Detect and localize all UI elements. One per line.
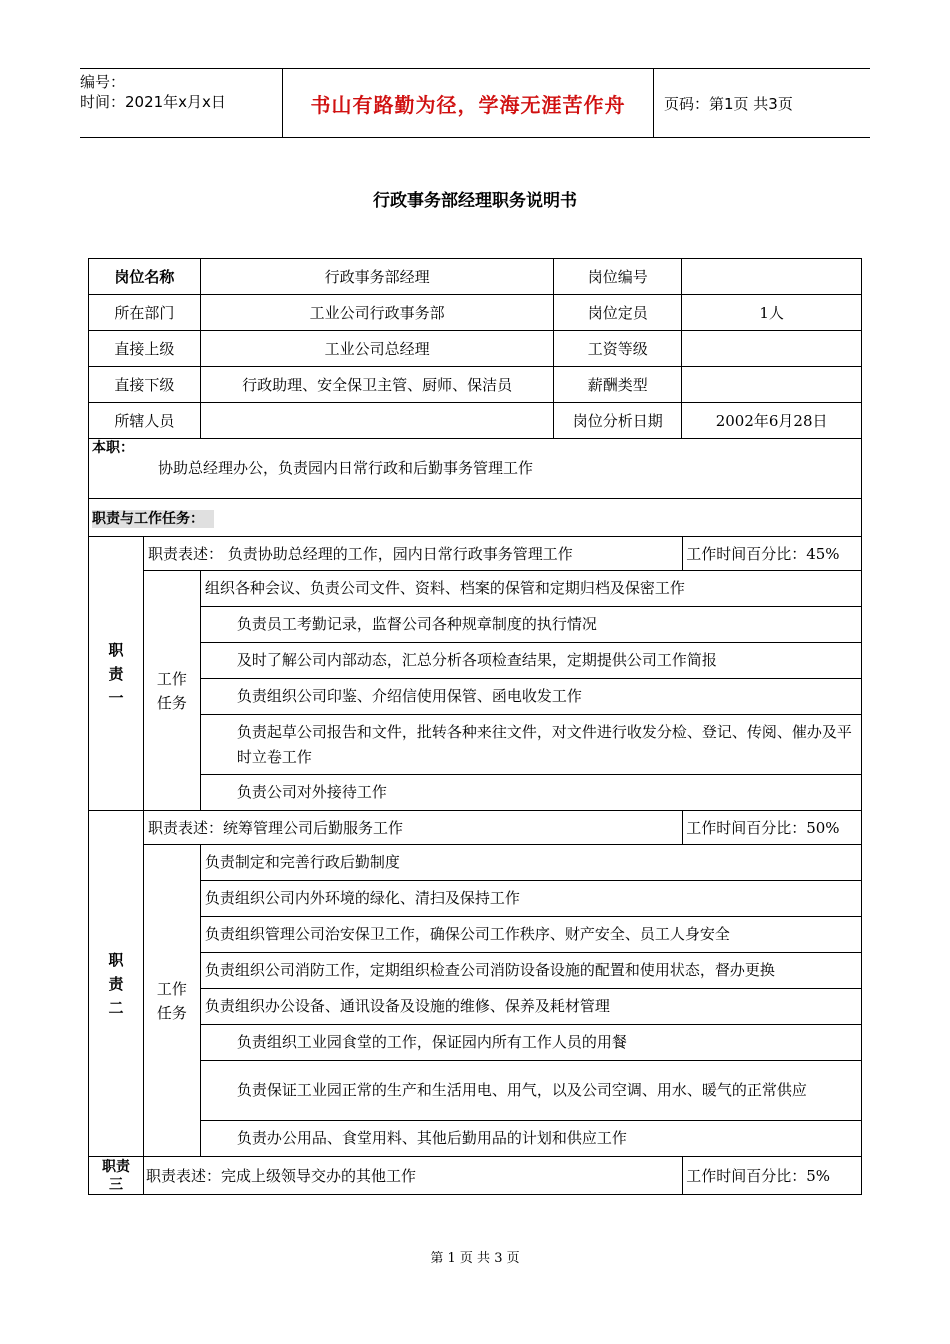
info-key: 岗位分析日期 — [554, 403, 682, 439]
task-item: 负责组织公司消防工作，定期组织检查公司消防设备设施的配置和使用状态，督办更换 — [200, 953, 861, 989]
info-value: 工业公司行政事务部 — [200, 295, 554, 331]
info-value — [682, 331, 862, 367]
task-item: 负责办公用品、食堂用料、其他后勤用品的计划和供应工作 — [200, 1121, 861, 1157]
task-row — [89, 643, 862, 679]
task-row — [89, 715, 862, 775]
task-item: 负责组织公司内外环境的绿化、清扫及保持工作 — [200, 881, 861, 917]
duty-desc: 职责表述：统筹管理公司后勤服务工作 — [143, 811, 682, 845]
task-item: 负责组织办公设备、通讯设备及设施的维修、保养及耗材管理 — [200, 989, 861, 1025]
task-item: 负责起草公司报告和文件，批转各种来往文件，对文件进行收发分检、登记、传阅、催办及平时立卷工作 — [200, 715, 861, 775]
duty-pct: 工作时间百分比：45% — [683, 537, 862, 571]
task-label: 工作 任务 — [143, 845, 200, 1157]
task-item: 负责员工考勤记录，监督公司各种规章制度的执行情况 — [200, 607, 861, 643]
task-item: 负责组织管理公司治安保卫工作，确保公司工作秩序、财产安全、员工人身安全 — [200, 917, 861, 953]
info-value: 行政事务部经理 — [200, 259, 554, 295]
task-row — [89, 1121, 862, 1157]
info-value: 2002年6月28日 — [682, 403, 862, 439]
info-key: 所在部门 — [89, 295, 201, 331]
task-item: 负责组织公司印鉴、介绍信使用保管、函电收发工作 — [200, 679, 861, 715]
info-table — [88, 258, 862, 439]
document-title: 行政事务部经理职务说明书 — [373, 191, 577, 211]
duty-label: 职 责 二 — [89, 811, 144, 1157]
info-row — [89, 367, 862, 403]
info-key: 直接上级 — [89, 331, 201, 367]
task-row — [89, 1061, 862, 1121]
info-key: 岗位编号 — [554, 259, 682, 295]
duty-desc: 职责表述：完成上级领导交办的其他工作 — [143, 1157, 682, 1195]
duty-desc: 职责表述： 负责协助总经理的工作，园内日常行政事务管理工作 — [143, 537, 682, 571]
info-row — [89, 403, 862, 439]
duties-label-cell — [89, 499, 862, 537]
task-row — [89, 775, 862, 811]
info-row — [89, 259, 862, 295]
task-row — [89, 881, 862, 917]
page-footer: 第 1 页 共 3 页 — [430, 1251, 520, 1266]
info-key: 工资等级 — [554, 331, 682, 367]
task-row — [89, 917, 862, 953]
info-key: 直接下级 — [89, 367, 201, 403]
info-row — [89, 295, 862, 331]
duty-label: 职 责 一 — [89, 537, 144, 811]
duty-desc-row — [89, 811, 862, 845]
benzhi-cell — [89, 439, 862, 499]
info-row — [89, 331, 862, 367]
task-row — [89, 953, 862, 989]
info-key: 岗位定员 — [554, 295, 682, 331]
duty-label: 职责 三 — [89, 1157, 144, 1195]
info-value: 1人 — [682, 295, 862, 331]
task-row — [89, 1025, 862, 1061]
motto: 书山有路勤为径，学海无涯苦作舟 — [282, 69, 654, 137]
info-value: 行政助理、安全保卫主管、厨师、保洁员 — [200, 367, 554, 403]
task-item: 及时了解公司内部动态，汇总分析各项检查结果，定期提供公司工作简报 — [200, 643, 861, 679]
task-item: 负责公司对外接待工作 — [200, 775, 861, 811]
info-value — [682, 259, 862, 295]
benzhi-text: 协助总经理办公，负责园内日常行政和后勤事务管理工作 — [158, 459, 534, 477]
task-item: 负责保证工业园正常的生产和生活用电、用气，以及公司空调、用水、暖气的正常供应 — [200, 1061, 861, 1121]
info-key: 岗位名称 — [89, 259, 201, 295]
task-row — [89, 679, 862, 715]
task-item: 组织各种会议、负责公司文件、资料、档案的保管和定期归档及保密工作 — [200, 571, 861, 607]
header-meta — [80, 69, 280, 140]
date-label: 时间：2021年x月x日 — [80, 93, 226, 111]
task-row — [89, 845, 862, 881]
duty-desc-row — [89, 537, 862, 571]
info-key: 所辖人员 — [89, 403, 201, 439]
info-value: 工业公司总经理 — [200, 331, 554, 367]
task-row — [89, 989, 862, 1025]
duty-pct: 工作时间百分比：5% — [683, 1157, 862, 1195]
info-key: 薪酬类型 — [554, 367, 682, 403]
task-row — [89, 571, 862, 607]
page-header — [80, 68, 870, 138]
info-value — [682, 367, 862, 403]
number-label: 编号： — [80, 73, 126, 91]
benzhi-label: 本职： — [92, 440, 134, 456]
task-row — [89, 607, 862, 643]
info-value — [200, 403, 554, 439]
task-label: 工作 任务 — [143, 571, 200, 811]
duty-pct: 工作时间百分比：50% — [683, 811, 862, 845]
task-item: 负责组织工业园食堂的工作，保证园内所有工作人员的用餐 — [200, 1025, 861, 1061]
duties-label: 职责与工作任务： — [92, 510, 214, 528]
duty-desc-row — [89, 1157, 862, 1195]
duties-table — [88, 438, 862, 1195]
task-item: 负责制定和完善行政后勤制度 — [200, 845, 861, 881]
page-label: 页码：第1页 共3页 — [664, 94, 793, 113]
